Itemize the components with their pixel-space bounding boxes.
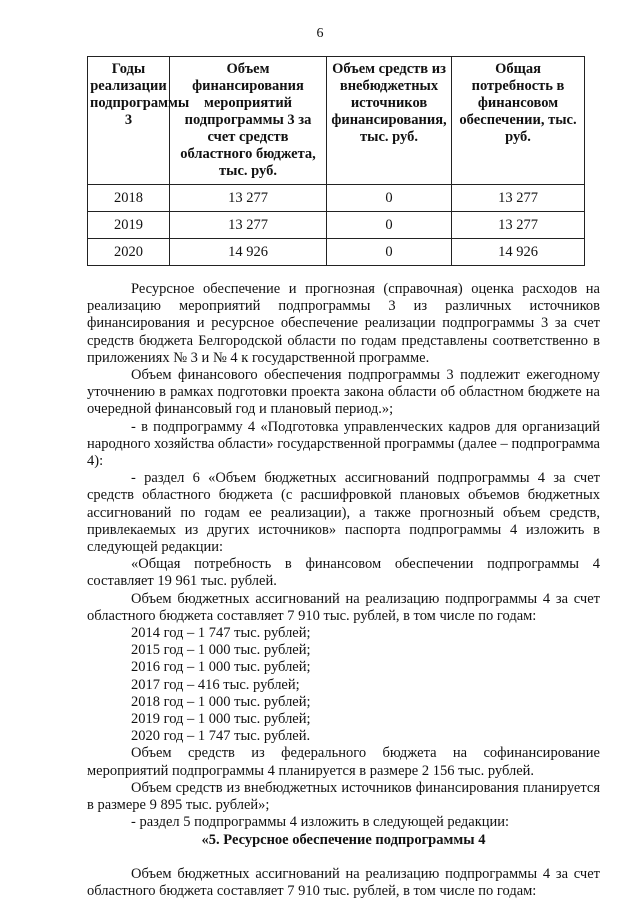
year-line: 2019 год – 1 000 тыс. рублей; — [131, 711, 311, 728]
cell-year: 2019 — [88, 212, 170, 239]
year-line: 2016 год – 1 000 тыс. рублей; — [131, 659, 311, 676]
cell-total: 13 277 — [452, 212, 585, 239]
financing-table — [87, 56, 585, 266]
section-heading: «5. Ресурсное обеспечение подпрограммы 4 — [201, 831, 486, 848]
paragraph: Объем средств из федерального бюджета на софинансирование мероприятий подпрограммы 4 планируется в размере 2 156 тыс. рублей. — [87, 745, 600, 779]
header-years: Годы реализации подпрограммы 3 — [88, 57, 170, 185]
cell-extra: 0 — [327, 212, 452, 239]
paragraph: Объем бюджетных ассигнований на реализацию подпрограммы 4 за счет областного бюджета составляет 7 910 тыс. рублей, в том числе по годам: — [87, 865, 600, 899]
header-extrabudgetary: Объем средств из внебюджетных источников финансирования, тыс. руб. — [327, 57, 452, 185]
year-line: 2020 год – 1 747 тыс. рублей. — [131, 728, 311, 745]
paragraph: - раздел 5 подпрограммы 4 изложить в следующей редакции: — [131, 814, 510, 831]
table-row — [88, 239, 585, 266]
paragraph: Ресурсное обеспечение и прогнозная (справочная) оценка расходов на реализацию мероприятий подпрограммы 3 из различных источников финансирования и ресурсное обеспечение реализации подпрограммы 3 за счет средств бюджета Белгородской области по годам представлены соответственно в приложениях № 3 и № 4 к государственной программе. — [87, 281, 600, 366]
cell-year: 2018 — [88, 185, 170, 212]
table-header-row — [88, 57, 585, 185]
year-line: 2014 год – 1 747 тыс. рублей; — [131, 625, 311, 642]
header-regional-budget: Объем финансирования мероприятий подпрограммы 3 за счет средств областного бюджета, тыс. руб. — [170, 57, 327, 185]
cell-year: 2020 — [88, 239, 170, 266]
cell-total: 14 926 — [452, 239, 585, 266]
year-line: 2015 год – 1 000 тыс. рублей; — [131, 642, 311, 659]
cell-regional: 14 926 — [170, 239, 327, 266]
paragraph: Объем средств из внебюджетных источников финансирования планируется в размере 9 895 тыс. рублей»; — [87, 779, 600, 814]
cell-extra: 0 — [327, 239, 452, 266]
table-row — [88, 212, 585, 239]
header-total-need: Общая потребность в финансовом обеспечении, тыс. руб. — [452, 57, 585, 185]
cell-regional: 13 277 — [170, 212, 327, 239]
paragraph: - раздел 6 «Объем бюджетных ассигнований подпрограммы 4 за счет средств областного бюджета (с расшифровкой плановых объемов бюджетных ассигнований по годам ее реализации), а также прогнозный объем средств, привлекаемых из других источников» паспорта подпрограммы 4 изложить в следующей редакции: — [87, 470, 600, 556]
paragraph: - в подпрограмму 4 «Подготовка управленческих кадров для организаций народного хозяйства области» государственной программы (далее – подпрограмма 4): — [87, 418, 600, 470]
paragraph: Объем бюджетных ассигнований на реализацию подпрограммы 4 за счет областного бюджета составляет 7 910 тыс. рублей, в том числе по годам: — [87, 590, 600, 624]
page-number: 6 — [316, 26, 324, 41]
table-row — [88, 185, 585, 212]
document-body — [87, 281, 600, 900]
paragraph: Объем финансового обеспечения подпрограммы 3 подлежит ежегодному уточнению в рамках подготовки проекта закона области об областном бюджете на очередной финансовый год и плановый период.»; — [87, 367, 600, 418]
paragraph: «Общая потребность в финансовом обеспечении подпрограммы 4 составляет 19 961 тыс. рублей. — [87, 556, 600, 590]
year-line: 2017 год – 416 тыс. рублей; — [131, 676, 300, 693]
year-line: 2018 год – 1 000 тыс. рублей; — [131, 693, 311, 710]
cell-regional: 13 277 — [170, 185, 327, 212]
cell-total: 13 277 — [452, 185, 585, 212]
cell-extra: 0 — [327, 185, 452, 212]
